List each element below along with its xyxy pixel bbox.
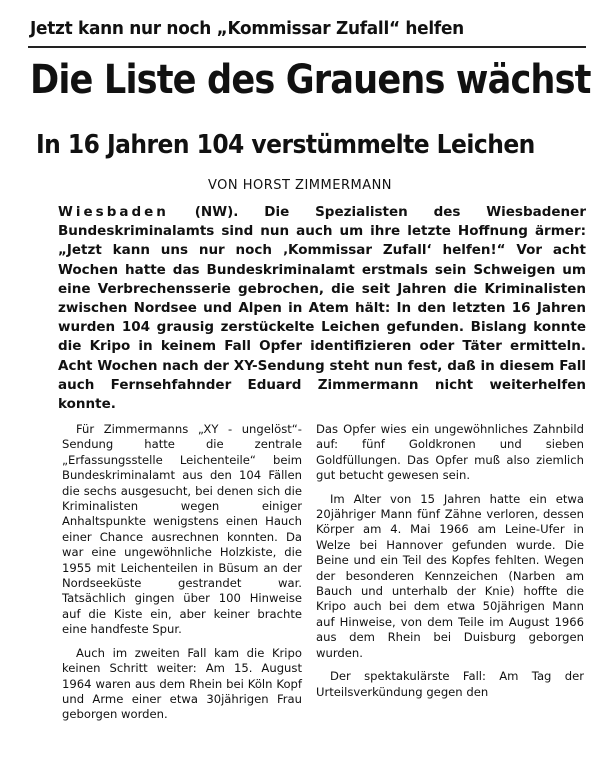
kicker-line: Jetzt kann nur noch „Kommissar Zufall“ helfen [30, 18, 464, 39]
headline: Die Liste des Grauens wächst [30, 57, 591, 103]
lead-place: Wiesbaden [58, 204, 169, 220]
body-paragraph: Auch im zweiten Fall kam die Kripo keinen Schritt weiter: Am 15. August 1964 waren aus dem Rhein bei Köln Kopf und Arme einer etwa 30jährigen Frau geborgen worden. [62, 645, 302, 722]
body-paragraph: Der spektakulärste Fall: Am Tag der Urteilsverkündung gegen den [316, 669, 584, 699]
byline: VON HORST ZIMMERMANN [207, 178, 393, 193]
subheadline: In 16 Jahren 104 verstümmelte Leichen [36, 130, 535, 160]
body-paragraph: Für Zimmermanns „XY - ungelöst“-Sendung hatte die zentrale „Erfassungsstelle Leichenteile“ beim Bundeskriminalamt aus den 104 Fällen die sechs ausgesucht, bei denen sich die Kriminalisten wegen einiger Anhaltspunkte wenigstens einen Hauch einer Chance ausrechnen konnten. Da war eine ungewöhnliche Holzkiste, die 1955 mit Leichenteilen in Büsum an der Nordseeküste gestrandet war. Tatsächlich gingen über 100 Hinweise auf die Kiste ein, aber keiner brachte eine handfeste Spur. [62, 422, 302, 637]
lead-paragraph [58, 203, 586, 414]
divider-rule [28, 46, 586, 48]
column-left [62, 422, 302, 731]
body-paragraph: Das Opfer wies ein ungewöhnliches Zahnbild auf: fünf Goldkronen und sieben Goldfüllungen. Das Opfer muß also ziemlich gut betucht gewesen sein. [316, 422, 584, 483]
column-right [316, 422, 584, 708]
lead-text: (NW). Die Spezialisten des Wiesbadener Bundeskriminalamts sind nun auch um ihre letzte Hoffnung ärmer: „Jetzt kann uns nur noch ‚Kommissar Zufall‘ helfen!“ Vor acht Wochen hatte das Bundeskriminalamt erstmals sein Schweigen um eine Verbrechensserie gebrochen, die seit Jahren die Kriminalisten zwischen Nordsee und Alpen in Atem hält: In den letzten 16 Jahren wurden 104 grausig zerstückelte Leichen gefunden. Bislang konnte die Kripo in keinem Fall Opfer identifizieren oder Täter ermitteln. Acht Wochen nach der XY-Sendung steht nun fest, daß in diesem Fall auch Fernsehfahnder Eduard Zimmermann nicht weiterhelfen konnte. [58, 204, 586, 413]
body-paragraph: Im Alter von 15 Jahren hatte ein etwa 20jähriger Mann fünf Zähne verloren, dessen Körper am 4. Mai 1966 am Leine-Ufer in Welze bei Hannover gefunden wurde. Die Beine und ein Teil des Kopfes fehlten. Wegen der besonderen Kennzeichen (Narben am Bauch und unterhalb der Knie) hoffte die Kripo auch bei dem etwa 50jährigen Mann auf Hinweise, von dem Teile im August 1966 aus dem Rhein bei Duisburg geborgen wurden. [316, 491, 584, 660]
